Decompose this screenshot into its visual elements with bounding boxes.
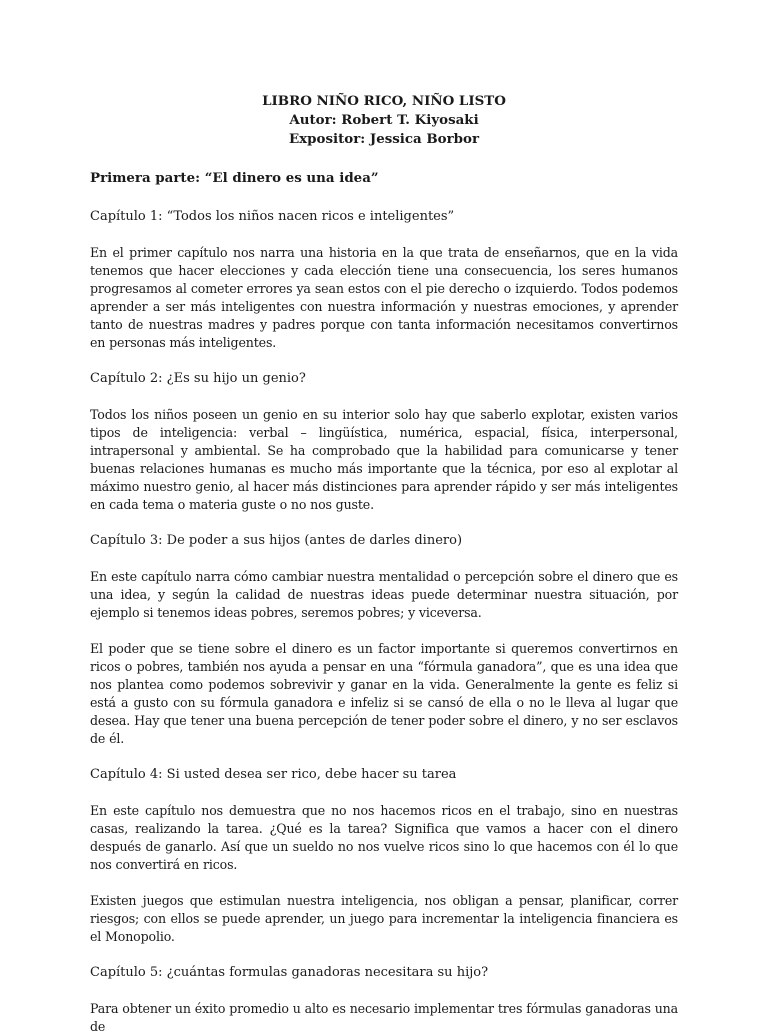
chapter-3-paragraph-2: El poder que se tiene sobre el dinero es un factor importante si queremos convertirnos en ricos o pobres, también nos ayuda a pensar en una “fórmula ganadora”, que es una idea que nos plantea como podemos sobrevivir y ganar en la vida. Generalmente la gente es feliz si está a gusto con su fórmula ganadora e infeliz si se cansó de ella o no le lleva al lugar que desea. Hay que tener una buena percepción de tener poder sobre el dinero, y no ser esclavos de él. [90,641,678,746]
chapter-3-paragraph-1: En este capítulo narra cómo cambiar nuestra mentalidad o percepción sobre el dinero que es una idea, y según la calidad de nuestras ideas puede determinar nuestra situación, por ejemplo si tenemos ideas pobres, seremos pobres; y viceversa. [90,569,678,620]
document-header [90,92,678,149]
document-author: Autor: Robert T. Kiyosaki [289,112,479,128]
chapter-5-paragraph: Para obtener un éxito promedio u alto es necesario implementar tres fórmulas ganadoras una de [90,1001,678,1034]
chapter-3-title: Capítulo 3: De poder a sus hijos (antes de darles dinero) [90,533,463,548]
chapter-4-title: Capítulo 4: Si usted desea ser rico, debe hacer su tarea [90,767,457,782]
chapter-1-paragraph: En el primer capítulo nos narra una historia en la que trata de enseñarnos, que en la vida tenemos que hacer elecciones y cada elección tiene una consecuencia, los seres humanos progresamos al cometer errores ya sean estos con el pie derecho o izquierdo. Todos podemos aprender a ser más inteligentes con nuestra información y nuestras emociones, y aprender tanto de nuestras madres y padres porque con tanta información necesitamos convertirnos en personas más inteligentes. [90,245,678,350]
document-presenter: Expositor: Jessica Borbor [288,131,480,147]
chapter-2-title: Capítulo 2: ¿Es su hijo un genio? [90,371,306,386]
chapter-2-paragraph: Todos los niños poseen un genio en su interior solo hay que saberlo explotar, existen varios tipos de inteligencia: verbal – lingüística, numérica, espacial, física, interpersonal, intrapersonal y ambiental. Se ha comprobado que la habilidad para comunicarse y tener buenas relaciones humanas es mucho más importante que la técnica, por eso al explotar al máximo nuestro genio, al hacer más distinciones para aprender rápido y ser más inteligentes en cada tema o materia guste o no nos guste. [90,407,678,512]
chapter-5-title: Capítulo 5: ¿cuántas formulas ganadoras necesitara su hijo? [90,965,489,980]
part-title: Primera parte: “El dinero es una idea” [90,170,379,186]
document-title: LIBRO NIÑO RICO, NIÑO LISTO [262,93,506,109]
chapter-1-title: Capítulo 1: “Todos los niños nacen ricos e inteligentes” [90,209,455,224]
chapter-4-paragraph-2: Existen juegos que estimulan nuestra inteligencia, nos obligan a pensar, planificar, correr riesgos; con ellos se puede aprender, un juego para incrementar la inteligencia financiera es el Monopolio. [90,893,678,944]
chapter-4-paragraph-1: En este capítulo nos demuestra que no nos hacemos ricos en el trabajo, sino en nuestras casas, realizando la tarea. ¿Qué es la tarea? Significa que vamos a hacer con el dinero después de ganarlo. Así que un sueldo no nos vuelve ricos sino lo que hacemos con él lo que nos convertirá en ricos. [90,803,678,872]
